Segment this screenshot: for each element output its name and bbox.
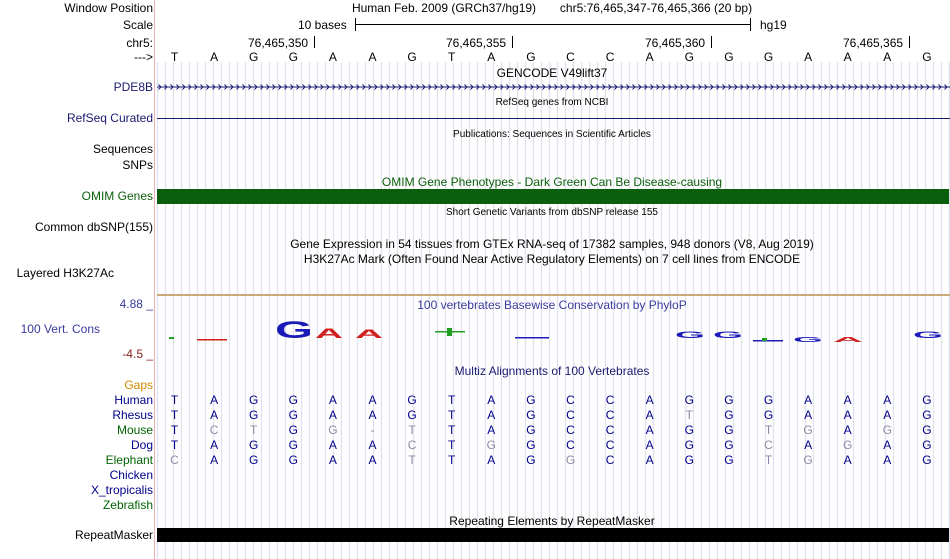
alignment-base: G [288,453,298,467]
species-label[interactable]: X_tropicalis [90,483,153,497]
assembly-title: Human Feb. 2009 (GRCh37/hg19) [351,1,537,15]
alignment-base: A [328,393,337,407]
alignment-base: G [724,438,734,452]
svg-text:A: A [833,337,863,344]
label-repeatmasker[interactable]: RepeatMasker [74,528,153,542]
alignment-base: G [565,453,576,467]
alignment-base: C [209,423,219,437]
alignment-base: C [566,423,575,437]
alignment-base: G [407,408,417,422]
alignment-base: A [487,453,496,467]
alignment-base: G [526,453,536,467]
h3k27ac-title: H3K27Ac Mark (Often Found Near Active Regulatory Elements) on 7 cell lines from ENCODE [303,252,801,266]
dna-base: A [210,50,219,64]
alignment-base: T [764,423,773,437]
alignment-base: A [804,438,813,452]
label-scale: Scale [122,18,153,32]
alignment-base: G [922,438,932,452]
species-label[interactable]: Human [114,393,153,407]
alignment-base: - [370,423,375,437]
label-chrom: chr5: [126,36,153,50]
alignment-base: A [883,453,892,467]
alignment-base: G [249,453,259,467]
alignment-base: C [605,393,615,407]
gtex-title: Gene Expression in 54 tissues from GTEx RNA-seq of 17382 samples, 948 donors (V8, Aug 2019) [290,237,814,251]
alignment-base: C [764,438,773,452]
label-gaps[interactable]: Gaps [124,378,153,392]
species-label[interactable]: Chicken [109,468,153,482]
alignment-base: A [368,408,377,422]
alignment-base: A [645,423,654,437]
alignment-base: T [448,423,456,437]
alignment-base: G [288,408,298,422]
alignment-base: T [448,438,456,452]
alignment-base: G [922,453,932,467]
label-refseq[interactable]: RefSeq Curated [66,111,153,125]
alignment-base: G [763,408,774,422]
coord-label: 76,465,360 [645,36,706,50]
label-window-position: Window Position [64,1,153,15]
refseq-title: RefSeq genes from NCBI [495,97,609,108]
scale-bases-label: 10 bases [298,18,347,32]
alignment-base: C [170,453,179,467]
dbsnp-title: Short Genetic Variants from dbSNP release 155 [446,207,658,218]
alignment-base: A [210,408,219,422]
svg-text:G: G [675,330,705,340]
dna-base: T [448,50,456,64]
alignment-base: G [249,393,259,407]
alignment-base: A [883,393,892,407]
alignment-base: A [368,393,377,407]
alignment-base: G [684,393,694,407]
alignment-base: G [843,438,853,452]
coord-label: 76,465,350 [248,36,309,50]
alignment-base: T [170,393,179,407]
label-cons[interactable]: 100 Vert. Cons [20,322,100,336]
pde8b-gene-line[interactable] [157,80,950,94]
svg-text:G: G [793,337,827,344]
alignment-base: G [288,438,298,452]
alignment-base: G [922,393,932,407]
dna-base: G [288,50,298,64]
alignment-base: A [368,438,377,452]
alignment-base: G [486,438,496,452]
scale-bar-right-tick [750,18,751,31]
alignment-base: A [804,393,813,407]
alignment-base: A [843,408,852,422]
dna-base: A [804,50,813,64]
alignment-base: T [764,453,773,467]
alignment-base: G [922,408,932,422]
alignment-base: T [448,453,456,467]
alignment-base: G [882,423,892,437]
alignment-base: A [843,393,852,407]
alignment-base: G [249,408,259,422]
alignment-base: A [645,393,654,407]
omim-title: OMIM Gene Phenotypes - Dark Green Can Be Disease-causing [381,175,723,189]
cons-title: 100 vertebrates Basewise Conservation by PhyloP [417,298,687,312]
label-separator [154,0,155,559]
alignment-base: G [526,408,536,422]
dna-base: A [487,50,496,64]
alignment-base: C [566,408,575,422]
repeatmasker-bar[interactable] [157,528,949,542]
dna-base: C [566,50,575,64]
alignment-base: A [645,438,654,452]
alignment-base: A [843,423,852,437]
alignment-base: T [170,438,179,452]
alignment-base: A [368,453,377,467]
dna-base: A [883,50,892,64]
scale-bar-line [355,24,751,25]
alignment-base: A [883,408,892,422]
alignment-base: T [448,393,456,407]
alignment-base: G [526,423,536,437]
alignment-base: T [448,408,456,422]
dna-base: G [922,50,932,64]
publications-title: Publications: Sequences in Scientific Articles [453,129,651,140]
alignment-base: A [804,408,813,422]
alignment-base: G [288,423,298,437]
alignment-base: C [566,393,575,407]
alignment-base: C [605,408,615,422]
dna-base: G [249,50,259,64]
species-label[interactable]: Rhesus [112,408,153,422]
svg-text:A: A [315,325,343,341]
alignment-base: C [605,423,615,437]
alignment-base: C [566,438,575,452]
alignment-base: T [170,408,179,422]
multiz-title: Multiz Alignments of 100 Vertebrates [454,364,650,378]
h3k27ac-baseline [157,294,950,296]
dna-base: A [368,50,377,64]
alignment-base: G [724,393,734,407]
coord-tick [512,36,513,48]
alignment-base: G [526,438,536,452]
alignment-base: G [526,393,536,407]
alignment-base: A [210,453,219,467]
dna-base: A [645,50,654,64]
coord-label: 76,465,365 [843,36,904,50]
position-title: chr5:76,465,347-76,465,366 (20 bp) [559,1,753,15]
alignment-base: G [249,438,259,452]
label-omim[interactable]: OMIM Genes [81,189,153,203]
alignment-base: A [487,393,496,407]
alignment-base: C [407,438,417,452]
omim-gene-bar[interactable] [157,189,949,204]
alignment-base: A [328,408,337,422]
label-snps[interactable]: SNPs [122,158,153,172]
alignment-base: A [487,423,496,437]
alignment-base: T [170,423,179,437]
scale-bar-left-tick [355,18,356,31]
gencode-title: GENCODE V49lift37 [496,66,608,80]
coord-tick [909,36,910,48]
species-label[interactable]: Dog [130,438,153,452]
dna-base: A [328,50,337,64]
species-label[interactable]: Elephant [105,453,153,467]
alignment-base: G [724,423,734,437]
alignment-base: G [724,453,734,467]
label-strand: ---> [134,50,153,64]
alignment-base: A [843,453,852,467]
coord-tick [711,36,712,48]
dna-base: G [407,50,417,64]
alignment-base: C [605,453,615,467]
dna-base: G [684,50,694,64]
alignment-base: G [684,438,694,452]
alignment-base: T [250,423,258,437]
alignment-base: G [684,423,694,437]
refseq-gene-line[interactable] [157,118,950,119]
alignment-base: A [328,438,337,452]
scale-db-label: hg19 [760,18,787,32]
label-sequences[interactable]: Sequences [92,142,153,156]
dna-base: G [763,50,774,64]
svg-text:G: G [275,317,313,344]
alignment-base: G [684,453,694,467]
cons-min-label: -4.5 _ [122,347,153,361]
alignment-base: A [487,408,496,422]
dna-base: A [843,50,852,64]
cons-max-label: 4.88 _ [119,297,153,311]
label-dbsnp[interactable]: Common dbSNP(155) [34,220,153,234]
alignment-base: A [328,453,337,467]
alignment-base: G [763,393,774,407]
alignment-base: A [883,438,892,452]
svg-text:A: A [355,327,385,341]
coord-label: 76,465,355 [446,36,507,50]
repeatmasker-title: Repeating Elements by RepeatMasker [449,514,655,528]
alignment-base: A [645,408,654,422]
dna-base: C [605,50,615,64]
svg-text:G: G [713,330,743,340]
label-h3k27ac[interactable]: Layered H3K27Ac [16,266,114,280]
coord-tick [314,36,315,48]
dna-base: G [526,50,536,64]
dna-base: G [724,50,734,64]
alignment-base: T [685,408,693,422]
svg-text:G: G [913,330,943,340]
alignment-base: T [408,423,416,437]
alignment-base: T [408,453,416,467]
alignment-base: C [605,438,615,452]
species-label[interactable]: Mouse [116,423,153,437]
dna-base: T [170,50,179,64]
alignment-base: G [407,393,417,407]
alignment-base: A [645,453,654,467]
alignment-base: G [724,408,734,422]
conservation-logo[interactable] [157,312,950,352]
alignment-base: G [803,453,813,467]
alignment-base: A [210,438,219,452]
alignment-base: G [803,423,813,437]
alignment-base: G [922,423,932,437]
label-pde8b[interactable]: PDE8B [113,80,153,94]
alignment-base: G [328,423,338,437]
alignment-base: G [288,393,298,407]
species-label[interactable]: Zebrafish [102,498,153,512]
alignment-base: A [210,393,219,407]
